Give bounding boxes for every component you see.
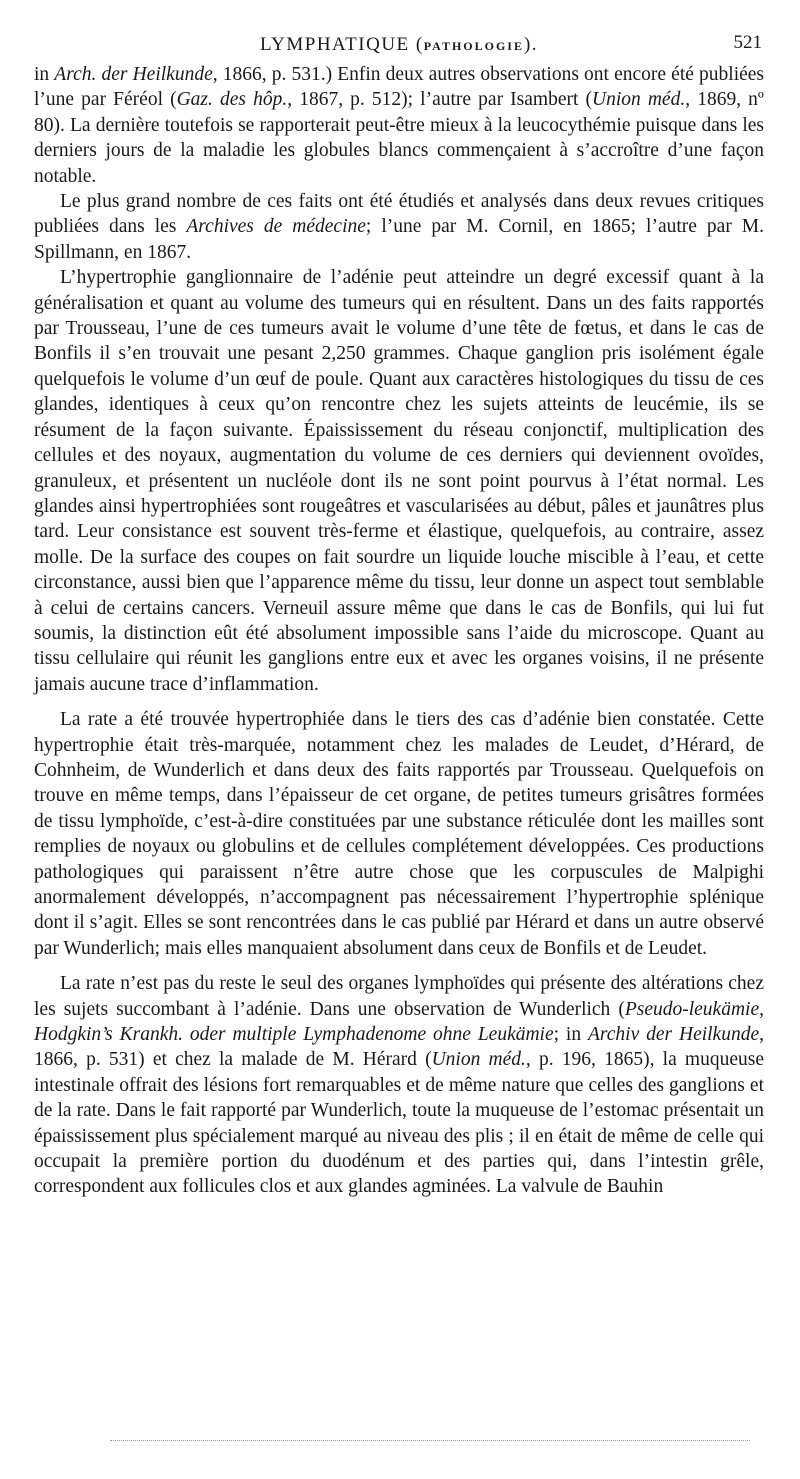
text-run: La rate n’est pas du reste le seul des organes lymphoïdes qui présente des altérations chez les sujets succombant à l’adénie. Dans une observation de Wunderlich ( xyxy=(34,973,764,1020)
text-run: La rate a été trouvée hypertrophiée dans le tiers des cas d’adénie bien constatée. Cette hypertrophie était très-marquée, notamment chez les malades de Leudet, d’Hérard, de Cohnheim, de Wunderlich et dans deux des faits rapportés par Trousseau. Quelquefois on trouve en même temps, dans l’épaisseur de cet organe, de petites tumeurs grisâtres formées de tissu lymphoïde, c’est-à-dire constituées par une substance réticulée dont les mailles sont remplies de noyaux ou globulins et de cellules complétement développées. Ces productions pathologiques qui paraissent n’être autre chose que les corpuscules de Malpighi anormalement développés, n’accompagnent pas nécessairement l’hypertrophie splénique dont il s’agit. Elles se sont rencontrées dans le cas publié par Hérard et dans un autre observé par Wunderlich; mais elles manquaient absolument dans ceux de Bonfils et de Leudet. xyxy=(34,709,764,959)
text-run: , 1866, p. 531.) Enfin deux autres observations ont encore été publiées l’une par Féréol ( xyxy=(34,64,765,111)
text-run: L’hypertrophie ganglionnaire de l’adénie peut atteindre un degré excessif quant à la généralisation et quant au volume des tumeurs qui en résultent. Dans un des faits rapportés par Trousseau, l’une de ces tumeurs avait le volume d’une tête de fœtus, et dans le cas de Bonfils il s’en trouvait une pesant 2,250 grammes. Chaque ganglion pris isolément égale quelquefois le volume d’un œuf de poule. Quant aux caractères histologiques du tissu de ces glandes, identiques à ceux qu’on rencontre chez les sujets atteints de leucémie, ils se résument de la façon suivante. Épaississement du réseau conjonctif, multiplication des cellules et des noyaux, augmentation du volume de ces derniers qui deviennent ovoïdes, granuleux, et présentent un nucléole dont ils ne sont point pourvus à l’état normal. Les glandes ainsi hypertrophiées sont rougeâtres et vascularisées au début, pâles et jaunâtres plus tard. Leur consistance est souvent très-ferme et élastique, quelquefois, au contraire, assez molle. De la surface des coupes on fait sourdre un liquide louche miscible à l’eau, et cette circonstance, aussi bien que l’apparence même du tissu, leur donne un aspect tout semblable à celui de certains cancers. Verneuil assure même que dans le cas de Bonfils, qui lui fut soumis, la distinction eût été absolument impossible sans l’aide du microscope. Quant au tissu cellulaire qui réunit les ganglions entre eux et avec les organes voisins, il ne présente jamais aucune trace d’inflammation. xyxy=(34,267,764,695)
text-run: , p. 196, 1865), la muqueuse intestinale offrait des lésions fort remarquables et de même nature que celles des ganglions et de la rate. Dans le fait rapporté par Wunderlich, toute la muqueuse de l’estomac présentait un épaississement plus spécialement marqué au niveau des plis ; il en était de même de celle qui occupait la première portion du duodénum et des parties qui, dans l’intestin grêle, correspondent aux follicules clos et aux glandes agminées. La valvule de Bauhin xyxy=(34,1049,764,1198)
paragraph-1 xyxy=(34,62,764,189)
text-run: , 1866, p. 531) et chez la malade de M. Hérard ( xyxy=(34,1024,764,1071)
running-title xyxy=(34,34,764,56)
italic-citation: Arch. der Heilkunde xyxy=(54,64,213,85)
italic-citation: Union méd. xyxy=(592,89,686,111)
running-head xyxy=(34,28,764,58)
body-text xyxy=(34,62,764,1200)
paragraph-4 xyxy=(34,707,764,961)
running-title-subject: PATHOLOGIE xyxy=(423,39,524,53)
italic-citation: Union méd. xyxy=(431,1049,526,1071)
text-run: , 1869, nº 80). La dernière toutefois se rapporterait peut-être mieux à la leucocythémie puisque dans les derniers jours de la maladie les globules blancs commençaient à s’accroître d’une façon notable. xyxy=(34,89,764,187)
running-title-main: LYMPHATIQUE ( xyxy=(259,34,424,55)
paragraph-2 xyxy=(34,189,764,265)
text-run: ; in xyxy=(553,1024,588,1046)
text-run: , 1867, p. 512); l’autre par Isambert ( xyxy=(287,89,592,111)
text-run: in xyxy=(34,64,55,85)
footer-dotted-rule xyxy=(110,1440,750,1441)
italic-citation: Pseudo-leukämie, Hodgkin’s Krankh. oder multiple Lymphadenome ohne Leukämie xyxy=(34,998,764,1046)
paragraph-5 xyxy=(34,971,764,1200)
text-run: ; l’une par M. Cornil, en 1865; l’autre par M. Spillmann, en 1867. xyxy=(34,216,765,263)
text-run: Le plus grand nombre de ces faits ont été étudiés et analysés dans deux revues critiques publiées dans les xyxy=(34,191,764,238)
page-number: 521 xyxy=(733,32,762,53)
italic-citation: Archiv der Heilkunde xyxy=(587,1024,760,1046)
italic-citation: Gaz. des hôp. xyxy=(176,89,288,111)
paragraph-3 xyxy=(34,265,764,697)
italic-citation: Archives de médecine xyxy=(186,216,366,238)
running-title-close: ). xyxy=(523,34,539,55)
